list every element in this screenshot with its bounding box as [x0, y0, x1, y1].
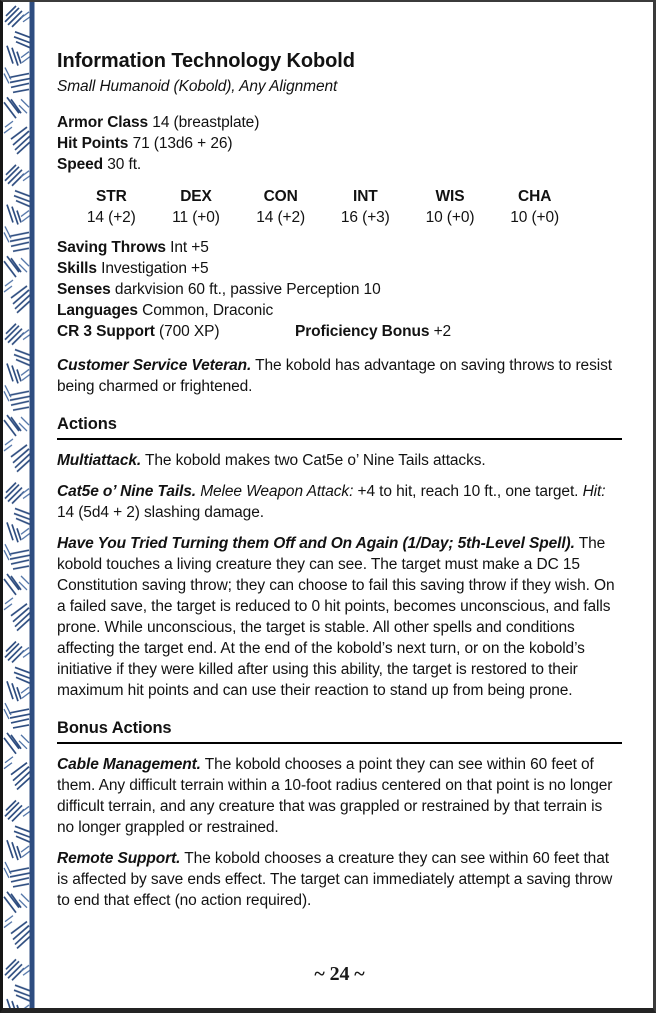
challenge-line [57, 321, 622, 342]
action-turn-off-and-on-again: Have You Tried Turning them Off and On Again (1/Day; 5th-Level Spell). The kobold touches a living creature they can see. The target must make a DC 15 Constitution saving throw; they can choose to fail this saving throw if they wish. On a failed save, the target is reduced to 0 hit points, becomes unconscious, and falls prone. While unconscious, the target is stable. All other spells and conditions affecting the target end. At the end of the kobold’s next turn, or on the kobold’s initiative if they were killed after using this ability, the target is restored to their maximum hit points and can use their reaction to stand up from being prone. [57, 535, 615, 699]
saving-throws-value: Int +5 [170, 239, 209, 257]
skills-label: Skills [57, 260, 97, 278]
ability-int-label: INT [352, 188, 378, 206]
speed-value: 30 ft. [107, 156, 142, 174]
saving-throws-label: Saving Throws [57, 239, 166, 257]
ability-str-score: 14 (+2) [86, 209, 136, 227]
skills-line [57, 258, 622, 279]
ability-cha-label: CHA [518, 188, 552, 206]
armor-class-line [57, 112, 622, 133]
proficiency-bonus-value: +2 [433, 323, 452, 341]
cr-xp-value: (700 XP) [159, 323, 220, 341]
senses-label: Senses [57, 281, 111, 299]
ability-wis-label: WIS [435, 188, 465, 206]
hit-points-label: Hit Points [57, 135, 129, 153]
saving-throws-line [57, 237, 622, 258]
hit-points-line [57, 133, 622, 154]
bonus-action-remote-support: Remote Support. The kobold chooses a creature they can see within 60 feet that is affected by save ends effect. The target can immediately attempt a saving throw to end that effect (no action required). [57, 849, 613, 909]
ability-int-score: 16 (+3) [340, 209, 390, 227]
ability-dex-label: DEX [180, 188, 212, 206]
languages-label: Languages [57, 302, 138, 320]
ability-con-label: CON [263, 188, 298, 206]
cr-rating [57, 323, 219, 340]
action-cat5e-o-nine-tails: Cat5e o’ Nine Tails. Melee Weapon Attack: +4 to hit, reach 10 ft., one target. Hit: 14 (5d4 + 2) slashing damage. [57, 483, 606, 521]
skills-value: Investigation +5 [101, 260, 209, 278]
creature-name: Information Technology Kobold [57, 50, 355, 72]
hit-points-value: 71 (13d6 + 26) [132, 135, 233, 153]
senses-value: darkvision 60 ft., passive Perception 10 [114, 281, 381, 299]
bonus-action-cable-management: Cable Management. The kobold chooses a point they can see within 60 feet of them. Any difficult terrain within a 10-foot radius centered on that point is no longer difficult terrain, and any creature that was grappled or restrained by that terrain is no longer grappled or restrained. [57, 755, 613, 836]
speed-line [57, 154, 622, 175]
senses-line [57, 279, 622, 300]
languages-line [57, 300, 622, 321]
abilities-table [69, 186, 577, 228]
proficiency-bonus [295, 321, 451, 342]
armor-class-label: Armor Class [57, 114, 149, 132]
decorative-border [3, 2, 39, 1008]
armor-class-value: 14 (breastplate) [152, 114, 260, 132]
statblock-content [57, 2, 622, 911]
ability-wis-score: 10 (+0) [425, 209, 475, 227]
section-heading-actions: Actions [57, 414, 622, 440]
ability-str-label: STR [95, 188, 127, 206]
creature-type: Small Humanoid (Kobold), Any Alignment [57, 78, 338, 95]
page-number: ~ 24 ~ [314, 963, 365, 985]
ability-con-score: 14 (+2) [256, 209, 306, 227]
languages-value: Common, Draconic [142, 302, 274, 320]
action-multiattack: Multiattack. The kobold makes two Cat5e o’ Nine Tails attacks. [57, 452, 486, 469]
cr-label: CR 3 Support [57, 323, 155, 341]
ability-cha-score: 10 (+0) [510, 209, 560, 227]
trait-customer-service-veteran: Customer Service Veteran. The kobold has advantage on saving throws to resist being charmed or frightened. [57, 357, 612, 396]
speed-label: Speed [57, 156, 104, 174]
section-heading-bonus-actions: Bonus Actions [57, 718, 622, 744]
proficiency-bonus-label: Proficiency Bonus [295, 323, 430, 341]
ability-dex-score: 11 (+0) [172, 209, 220, 227]
